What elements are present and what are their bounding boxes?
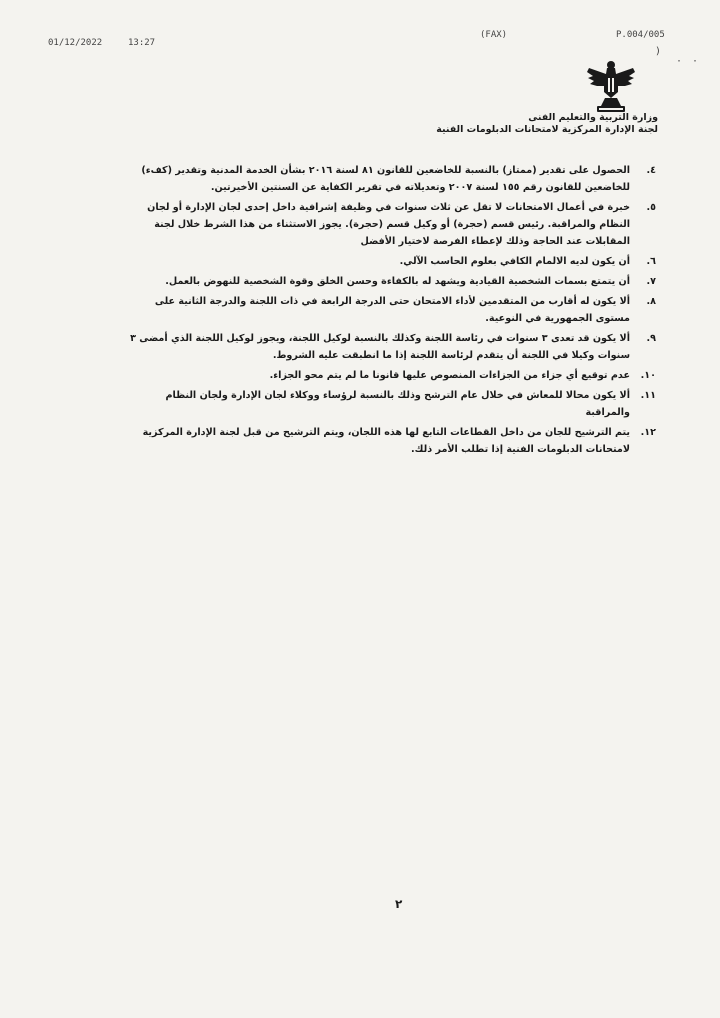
list-item xyxy=(128,387,656,421)
fax-time: 13:27 xyxy=(128,38,156,48)
item-text: ألا يكون محالا للمعاش في خلال عام الترشح وذلك بالنسبة لرؤساء ووكلاء لجان الإدارة ولجان النظام والمراقبة xyxy=(165,390,630,418)
committee-name: لجنة الإدارة المركزية لامتحانات الدبلومات الفنية xyxy=(436,124,658,135)
fax-header xyxy=(0,30,720,67)
scan-dots: · · xyxy=(676,56,701,67)
item-text: أن يتمتع بسمات الشخصية القيادية ويشهد له بالكفاءة وحسن الخلق وقوة الشخصية للنهوض بالعمل. xyxy=(165,276,630,287)
list-item xyxy=(128,293,656,327)
page-number: ٢ xyxy=(395,897,403,911)
fax-label: (FAX) xyxy=(480,30,508,40)
item-number: ٩. xyxy=(646,333,656,344)
item-text: يتم الترشيح للجان من داخل القطاعات التابع لها هذه اللجان، ويتم الترشيح من قبل لجنة الإدارة المركزية لامتحانات الدبلومات الفنية إذا تطلب الأمر ذلك. xyxy=(142,427,630,455)
item-number: ٦. xyxy=(646,256,656,267)
list-item xyxy=(128,424,656,458)
letterhead-text xyxy=(436,112,658,136)
egypt-eagle-emblem-icon xyxy=(585,58,637,114)
item-text: أن يكون لديه الالمام الكافي بعلوم الحاسب الآلي. xyxy=(399,256,630,267)
item-number: ١٠. xyxy=(640,370,656,381)
item-text: عدم توقيع أي جزاء من الجزاءات المنصوص عليها قانونا ما لم يتم محو الجزاء. xyxy=(269,370,630,381)
item-number: ٨. xyxy=(646,296,656,307)
item-number: ٤. xyxy=(646,165,656,176)
fax-mark: ) xyxy=(655,46,662,57)
item-text: الحصول على تقدير (ممتاز) بالنسبة للخاضعين للقانون ٨١ لسنة ٢٠١٦ بشأن الخدمة المدنية وتقدير (كفء) للخاضعين للقانون رقم ١٥٥ لسنة ٢٠٠٧ وتعديلاته في تقرير الكفاية عن السنتين الأخيرتين. xyxy=(141,165,630,193)
list-item xyxy=(128,273,656,290)
item-text: ألا يكون قد تعدى ٣ سنوات في رئاسة اللجنة وكذلك بالنسبة لوكيل اللجنة، ويجوز لوكيل اللجنة الذي أمضى ٣ سنوات وكيلا في اللجنة أن يتقدم لرئاسة اللجنة إذا ما انطبقت عليه الشروط. xyxy=(130,333,630,361)
item-number: ١٢. xyxy=(640,427,656,438)
list-item xyxy=(128,253,656,270)
item-number: ٧. xyxy=(646,276,656,287)
item-number: ٥. xyxy=(646,202,656,213)
list-item xyxy=(128,199,656,250)
fax-date: 01/12/2022 xyxy=(48,38,103,48)
item-text: ألا يكون له أقارب من المتقدمين لأداء الامتحان حتى الدرجة الرابعة في ذات اللجنة والدرجة الثانية على مستوى الجمهورية في النوعية. xyxy=(154,296,630,324)
list-item xyxy=(128,162,656,196)
item-text: خبرة في أعمال الامتحانات لا تقل عن ثلاث سنوات في وظيفة إشرافية داخل إحدى لجان الإدارة أو لجان النظام والمراقبة. رئيس قسم (حجرة) أو وكيل قسم (حجرة). يجوز الاستثناء من هذا الشرط خلال لجنة المقابلات عند الحاجة وذلك لإعطاء الفرصة لاختيار الأفضل xyxy=(147,202,630,247)
list-item xyxy=(128,367,656,384)
conditions-list xyxy=(128,162,656,461)
fax-page-count: P.004/005 xyxy=(616,30,665,40)
list-item xyxy=(128,330,656,364)
ministry-name: وزارة التربية والتعليم الفنى xyxy=(528,112,658,123)
item-number: ١١. xyxy=(640,390,656,401)
